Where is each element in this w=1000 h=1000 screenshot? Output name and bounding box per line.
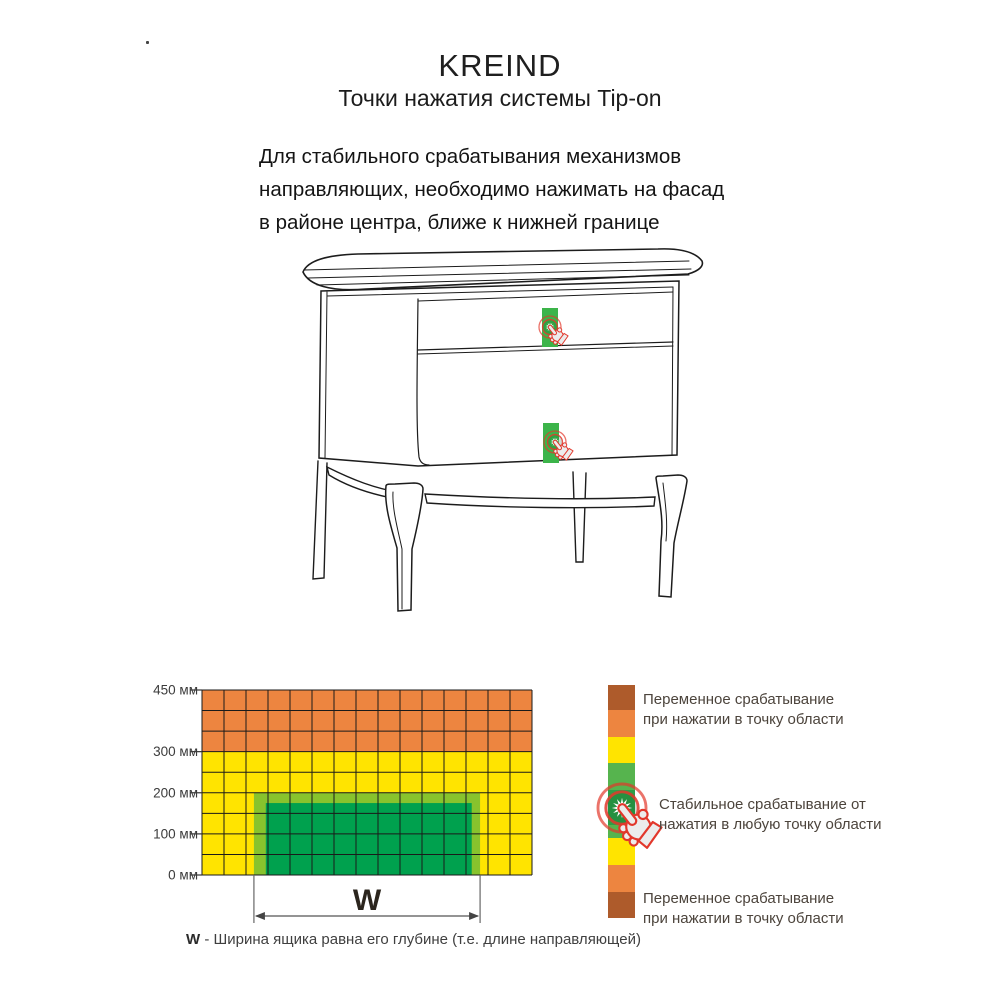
legend-item-line: Стабильное срабатывание от (659, 796, 866, 813)
furniture-illustration (190, 245, 720, 635)
legend-item-stable (659, 795, 882, 834)
leg-back-left (313, 461, 327, 579)
legend-bar-segment-orange (608, 710, 635, 737)
legend-item-variable-top (643, 690, 844, 729)
chart-caption (186, 931, 641, 948)
legend-item-line: при нажатии в точку области (643, 710, 844, 728)
legend-bar-segment-brown (608, 892, 635, 918)
legend-item-variable-bottom (643, 889, 844, 928)
press-zone-chart (150, 670, 590, 935)
legend-item-line: Переменное срабатывание (643, 691, 835, 708)
legend-item-line: нажатия в любую точку области (659, 815, 882, 833)
apron-front (425, 494, 655, 508)
page-title: KREIND (438, 48, 562, 83)
leg-front-left (386, 483, 423, 611)
ytick-200: 200 мм (153, 785, 198, 801)
intro-line-3: в районе центра, ближе к нижней границе (259, 211, 660, 234)
ytick-300: 300 мм (153, 744, 198, 760)
intro-paragraph (259, 140, 724, 239)
intro-line-2: направляющих, необходимо нажимать на фасад (259, 178, 725, 201)
leg-front-right (656, 475, 687, 597)
ytick-100: 100 мм (153, 826, 198, 842)
cabinet-body (319, 281, 679, 466)
ytick-0: 0 мм (168, 867, 198, 883)
page-subtitle: Точки нажатия системы Tip-on (338, 85, 662, 111)
corner-mark (146, 41, 149, 44)
ytick-450: 450 мм (153, 682, 198, 698)
legend-bar-segment-brown (608, 685, 635, 710)
caption-text: - Ширина ящика равна его глубине (т.е. длине направляющей) (200, 931, 641, 948)
legend-item-line: при нажатии в точку области (643, 909, 844, 927)
caption-w: W (186, 931, 201, 948)
legend-item-line: Переменное срабатывание (643, 890, 835, 907)
w-dimension-label: W (352, 884, 382, 917)
intro-line-1: Для стабильного срабатывания механизмов (259, 145, 682, 168)
leg-back-right (573, 472, 586, 562)
